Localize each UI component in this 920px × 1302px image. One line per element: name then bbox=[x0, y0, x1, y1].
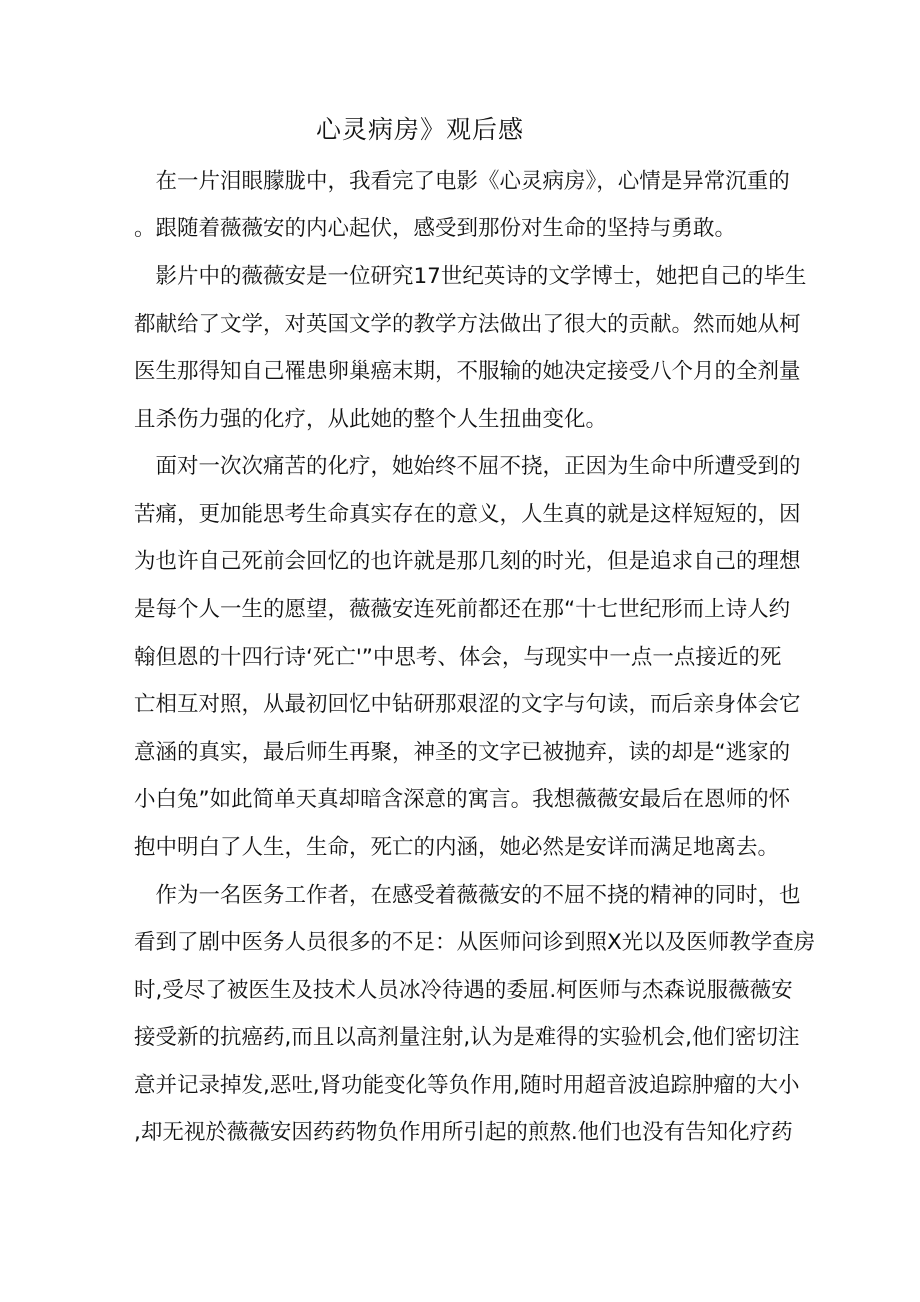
text-line: 抱中明白了人生，生命，死亡的内涵，她必然是安详而满足地离去。 bbox=[134, 835, 780, 860]
text-line: 意涵的真实，最后师生再聚，神圣的文字已被抛弃，读的却是“逃家的 bbox=[134, 740, 791, 765]
text-line: 苦痛，更加能思考生命真实存在的意义，人生真的就是这样短短的，因 bbox=[134, 502, 801, 527]
text-line: 亡相互对照，从最初回忆中钻研那艰涩的文字与句读，而后亲身体会它 bbox=[134, 692, 801, 717]
text-line: 为也许自己死前会回忆的也许就是那几刻的时光，但是追求自己的理想 bbox=[134, 549, 801, 574]
text-line: 翰但恩的十四行诗‘死亡'”中思考、体会，与现实中一点一点接近的死 bbox=[134, 645, 782, 670]
text-line: 作为一名医务工作者，在感受着薇薇安的不屈不挠的精神的同时，也 bbox=[134, 883, 801, 908]
text-line: 。跟随着薇薇安的内心起伏，感受到那份对生命的坚持与勇敢。 bbox=[134, 216, 737, 241]
text-line: 都献给了文学，对英国文学的教学方法做出了很大的贡献。然而她从柯 bbox=[134, 312, 801, 337]
text-line: 接受新的抗癌药,而且以高剂量注射,认为是难得的实验机会,他们密切注 bbox=[134, 1025, 800, 1050]
text-line: 面对一次次痛苦的化疗，她始终不屈不挠，正因为生命中所遭受到的 bbox=[134, 454, 801, 479]
document-title: 心灵病房》观后感 bbox=[315, 115, 524, 144]
text-line: 医生那得知自己罹患卵巢癌末期，不服输的她决定接受八个月的全剂量 bbox=[134, 359, 801, 384]
text-line: 影片中的薇薇安是一位研究17世纪英诗的文学博士，她把自己的毕生 bbox=[134, 264, 807, 289]
text-line: 时,受尽了被医生及技术人员冰冷待遇的委屈.柯医师与杰森说服薇薇安 bbox=[134, 978, 793, 1003]
text-line: 小白兔”如此简单天真却暗含深意的寓言。我想薇薇安最后在恩师的怀 bbox=[134, 787, 791, 812]
text-line: 意并记录掉发,恶吐,肾功能变化等负作用,随时用超音波追踪肿瘤的大小 bbox=[134, 1073, 800, 1098]
text-line: 看到了剧中医务人员很多的不足：从医师问诊到照X光以及医师教学查房 bbox=[134, 930, 816, 955]
text-line: 且杀伤力强的化疗，从此她的整个人生扭曲变化。 bbox=[134, 407, 608, 432]
text-line: 是每个人一生的愿望，薇薇安连死前都还在那“十七世纪形而上诗人约 bbox=[134, 597, 791, 622]
text-line: 在一片泪眼朦胧中，我看完了电影《心灵病房》，心情是异常沉重的 bbox=[134, 169, 790, 194]
text-line: ,却无视於薇薇安因药药物负作用所引起的煎熬.他们也没有告知化疗药 bbox=[134, 1120, 793, 1145]
